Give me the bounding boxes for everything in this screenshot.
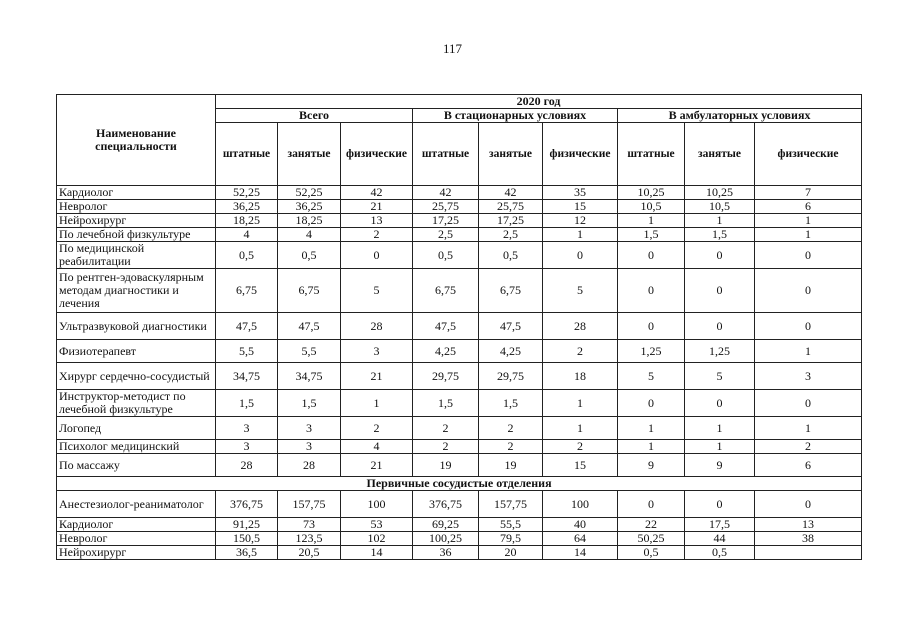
value-cell: 1 [755, 340, 862, 363]
value-cell: 28 [341, 313, 413, 340]
value-cell: 5 [341, 269, 413, 313]
value-cell: 13 [755, 518, 862, 532]
table-row [57, 269, 862, 313]
value-cell: 25,75 [413, 200, 479, 214]
value-cell: 19 [479, 454, 543, 477]
value-cell: 2 [341, 417, 413, 440]
value-cell: 18 [543, 363, 618, 390]
table-row [57, 313, 862, 340]
value-cell: 42 [479, 186, 543, 200]
value-cell: 1 [685, 440, 755, 454]
value-cell: 1 [618, 440, 685, 454]
section-title: Первичные сосудистые отделения [57, 477, 862, 491]
value-cell: 18,25 [216, 214, 278, 228]
value-cell: 69,25 [413, 518, 479, 532]
table-row [57, 454, 862, 477]
table-row [57, 518, 862, 532]
value-cell: 18,25 [278, 214, 341, 228]
header-year: 2020 год [216, 95, 862, 109]
value-cell: 28 [216, 454, 278, 477]
value-cell: 3 [278, 440, 341, 454]
value-cell: 2 [479, 440, 543, 454]
specialty-name: Логопед [57, 417, 216, 440]
specialty-name: Физиотерапевт [57, 340, 216, 363]
value-cell: 0 [685, 313, 755, 340]
value-cell: 2 [479, 417, 543, 440]
value-cell: 150,5 [216, 532, 278, 546]
value-cell: 50,25 [618, 532, 685, 546]
value-cell: 6 [755, 200, 862, 214]
value-cell: 4,25 [413, 340, 479, 363]
value-cell: 38 [755, 532, 862, 546]
value-cell: 4 [278, 228, 341, 242]
value-cell: 0 [341, 242, 413, 269]
value-cell: 13 [341, 214, 413, 228]
value-cell: 0 [685, 269, 755, 313]
value-cell: 6,75 [413, 269, 479, 313]
value-cell: 1,5 [278, 390, 341, 417]
specialty-name: Анестезиолог-реаниматолог [57, 491, 216, 518]
value-cell: 52,25 [216, 186, 278, 200]
column-header: занятые [479, 123, 543, 186]
value-cell: 2 [755, 440, 862, 454]
specialty-name: Кардиолог [57, 186, 216, 200]
table-row [57, 440, 862, 454]
value-cell: 28 [278, 454, 341, 477]
value-cell: 4 [341, 440, 413, 454]
value-cell: 9 [685, 454, 755, 477]
value-cell: 1 [543, 228, 618, 242]
header-group-total: Всего [216, 109, 413, 123]
value-cell: 0 [685, 242, 755, 269]
value-cell: 2 [413, 440, 479, 454]
value-cell: 36,25 [216, 200, 278, 214]
value-cell: 0 [543, 242, 618, 269]
specialty-name: Хирург сердечно-сосудистый [57, 363, 216, 390]
table-row [57, 242, 862, 269]
value-cell: 3 [278, 417, 341, 440]
value-cell: 35 [543, 186, 618, 200]
value-cell: 6,75 [278, 269, 341, 313]
staffing-table [56, 94, 862, 560]
value-cell: 1,5 [479, 390, 543, 417]
value-cell: 25,75 [479, 200, 543, 214]
table-row [57, 214, 862, 228]
specialty-name: Невролог [57, 200, 216, 214]
section-header-body [57, 477, 862, 491]
value-cell: 73 [278, 518, 341, 532]
value-cell: 2,5 [413, 228, 479, 242]
value-cell: 20,5 [278, 546, 341, 560]
value-cell: 91,25 [216, 518, 278, 532]
value-cell: 79,5 [479, 532, 543, 546]
value-cell: 42 [341, 186, 413, 200]
value-cell: 376,75 [413, 491, 479, 518]
value-cell: 4 [216, 228, 278, 242]
page-number: 117 [442, 41, 463, 56]
value-cell: 1 [755, 417, 862, 440]
table-row [57, 417, 862, 440]
value-cell: 36,5 [216, 546, 278, 560]
value-cell: 9 [618, 454, 685, 477]
value-cell: 17,25 [479, 214, 543, 228]
column-header: физические [543, 123, 618, 186]
value-cell: 1 [685, 214, 755, 228]
value-cell: 2 [413, 417, 479, 440]
value-cell: 52,25 [278, 186, 341, 200]
value-cell: 10,5 [685, 200, 755, 214]
value-cell: 3 [341, 340, 413, 363]
value-cell: 17,5 [685, 518, 755, 532]
specialty-name: По рентген-эдоваскулярным методам диагностики и лечения [57, 269, 216, 313]
value-cell: 1,5 [618, 228, 685, 242]
value-cell: 1 [618, 417, 685, 440]
value-cell: 28 [543, 313, 618, 340]
value-cell: 2 [341, 228, 413, 242]
value-cell: 14 [341, 546, 413, 560]
section-table-body [57, 491, 862, 560]
value-cell: 0 [755, 313, 862, 340]
value-cell: 0 [618, 491, 685, 518]
table-row [57, 363, 862, 390]
value-cell: 5 [685, 363, 755, 390]
value-cell: 2,5 [479, 228, 543, 242]
value-cell: 5 [543, 269, 618, 313]
value-cell: 3 [216, 417, 278, 440]
value-cell: 1 [543, 417, 618, 440]
value-cell: 47,5 [278, 313, 341, 340]
table-row [57, 546, 862, 560]
specialty-name: Нейрохирург [57, 546, 216, 560]
value-cell: 5,5 [278, 340, 341, 363]
table-row [57, 186, 862, 200]
value-cell: 7 [755, 186, 862, 200]
value-cell: 40 [543, 518, 618, 532]
value-cell: 3 [216, 440, 278, 454]
value-cell: 5,5 [216, 340, 278, 363]
value-cell: 14 [543, 546, 618, 560]
specialty-name: По лечебной физкультуре [57, 228, 216, 242]
value-cell: 12 [543, 214, 618, 228]
value-cell: 157,75 [278, 491, 341, 518]
value-cell: 0 [618, 242, 685, 269]
value-cell: 376,75 [216, 491, 278, 518]
header-group-inpatient: В стационарных условиях [413, 109, 618, 123]
value-cell: 1,25 [685, 340, 755, 363]
specialty-name: Кардиолог [57, 518, 216, 532]
value-cell: 0,5 [618, 546, 685, 560]
value-cell: 47,5 [479, 313, 543, 340]
column-header: занятые [278, 123, 341, 186]
value-cell: 1 [618, 214, 685, 228]
column-header: штатные [618, 123, 685, 186]
value-cell: 21 [341, 200, 413, 214]
value-cell: 36,25 [278, 200, 341, 214]
value-cell [755, 546, 862, 560]
value-cell: 5 [618, 363, 685, 390]
value-cell: 22 [618, 518, 685, 532]
value-cell: 0 [685, 491, 755, 518]
specialty-name: Ультразвуковой диагностики [57, 313, 216, 340]
value-cell: 29,75 [479, 363, 543, 390]
value-cell: 55,5 [479, 518, 543, 532]
value-cell: 47,5 [216, 313, 278, 340]
value-cell: 15 [543, 200, 618, 214]
value-cell: 0 [618, 313, 685, 340]
value-cell: 0,5 [413, 242, 479, 269]
value-cell: 1 [685, 417, 755, 440]
table-row [57, 491, 862, 518]
header-specialty: Наименование специальности [57, 95, 216, 186]
value-cell: 19 [413, 454, 479, 477]
column-header: физические [341, 123, 413, 186]
value-cell: 20 [479, 546, 543, 560]
value-cell: 34,75 [278, 363, 341, 390]
value-cell: 100 [341, 491, 413, 518]
value-cell: 1 [543, 390, 618, 417]
value-cell: 0 [618, 269, 685, 313]
value-cell: 0,5 [278, 242, 341, 269]
value-cell: 0,5 [685, 546, 755, 560]
value-cell: 53 [341, 518, 413, 532]
value-cell: 44 [685, 532, 755, 546]
value-cell: 123,5 [278, 532, 341, 546]
value-cell: 6 [755, 454, 862, 477]
table-row [57, 532, 862, 546]
specialty-name: Нейрохирург [57, 214, 216, 228]
value-cell: 34,75 [216, 363, 278, 390]
specialty-name: Инструктор-методист по лечебной физкультуре [57, 390, 216, 417]
column-header: физические [755, 123, 862, 186]
column-header: штатные [413, 123, 479, 186]
value-cell: 2 [543, 440, 618, 454]
value-cell: 1 [755, 228, 862, 242]
value-cell: 2 [543, 340, 618, 363]
table-row [57, 390, 862, 417]
value-cell: 0 [755, 390, 862, 417]
value-cell: 21 [341, 363, 413, 390]
table-row [57, 340, 862, 363]
value-cell: 1,5 [685, 228, 755, 242]
value-cell: 0 [685, 390, 755, 417]
value-cell: 6,75 [479, 269, 543, 313]
value-cell: 47,5 [413, 313, 479, 340]
value-cell: 0,5 [216, 242, 278, 269]
table-row [57, 228, 862, 242]
value-cell: 10,25 [618, 186, 685, 200]
specialty-name: Психолог медицинский [57, 440, 216, 454]
column-header: занятые [685, 123, 755, 186]
value-cell: 29,75 [413, 363, 479, 390]
header-group-outpatient: В амбулаторных условиях [618, 109, 862, 123]
value-cell: 157,75 [479, 491, 543, 518]
table-row [57, 200, 862, 214]
value-cell: 0 [618, 390, 685, 417]
value-cell: 17,25 [413, 214, 479, 228]
value-cell: 102 [341, 532, 413, 546]
value-cell: 1,5 [216, 390, 278, 417]
value-cell: 10,25 [685, 186, 755, 200]
value-cell: 1,25 [618, 340, 685, 363]
value-cell: 6,75 [216, 269, 278, 313]
value-cell: 100,25 [413, 532, 479, 546]
value-cell: 42 [413, 186, 479, 200]
value-cell: 3 [755, 363, 862, 390]
column-header: штатные [216, 123, 278, 186]
value-cell: 36 [413, 546, 479, 560]
value-cell: 0 [755, 242, 862, 269]
value-cell: 1 [341, 390, 413, 417]
table-body [57, 186, 862, 477]
value-cell: 100 [543, 491, 618, 518]
value-cell: 21 [341, 454, 413, 477]
value-cell: 64 [543, 532, 618, 546]
value-cell: 0,5 [479, 242, 543, 269]
value-cell: 15 [543, 454, 618, 477]
value-cell: 4,25 [479, 340, 543, 363]
specialty-name: Невролог [57, 532, 216, 546]
value-cell: 0 [755, 269, 862, 313]
value-cell: 1,5 [413, 390, 479, 417]
value-cell: 10,5 [618, 200, 685, 214]
value-cell: 0 [755, 491, 862, 518]
value-cell: 1 [755, 214, 862, 228]
specialty-name: По массажу [57, 454, 216, 477]
specialty-name: По медицинской реабилитации [57, 242, 216, 269]
